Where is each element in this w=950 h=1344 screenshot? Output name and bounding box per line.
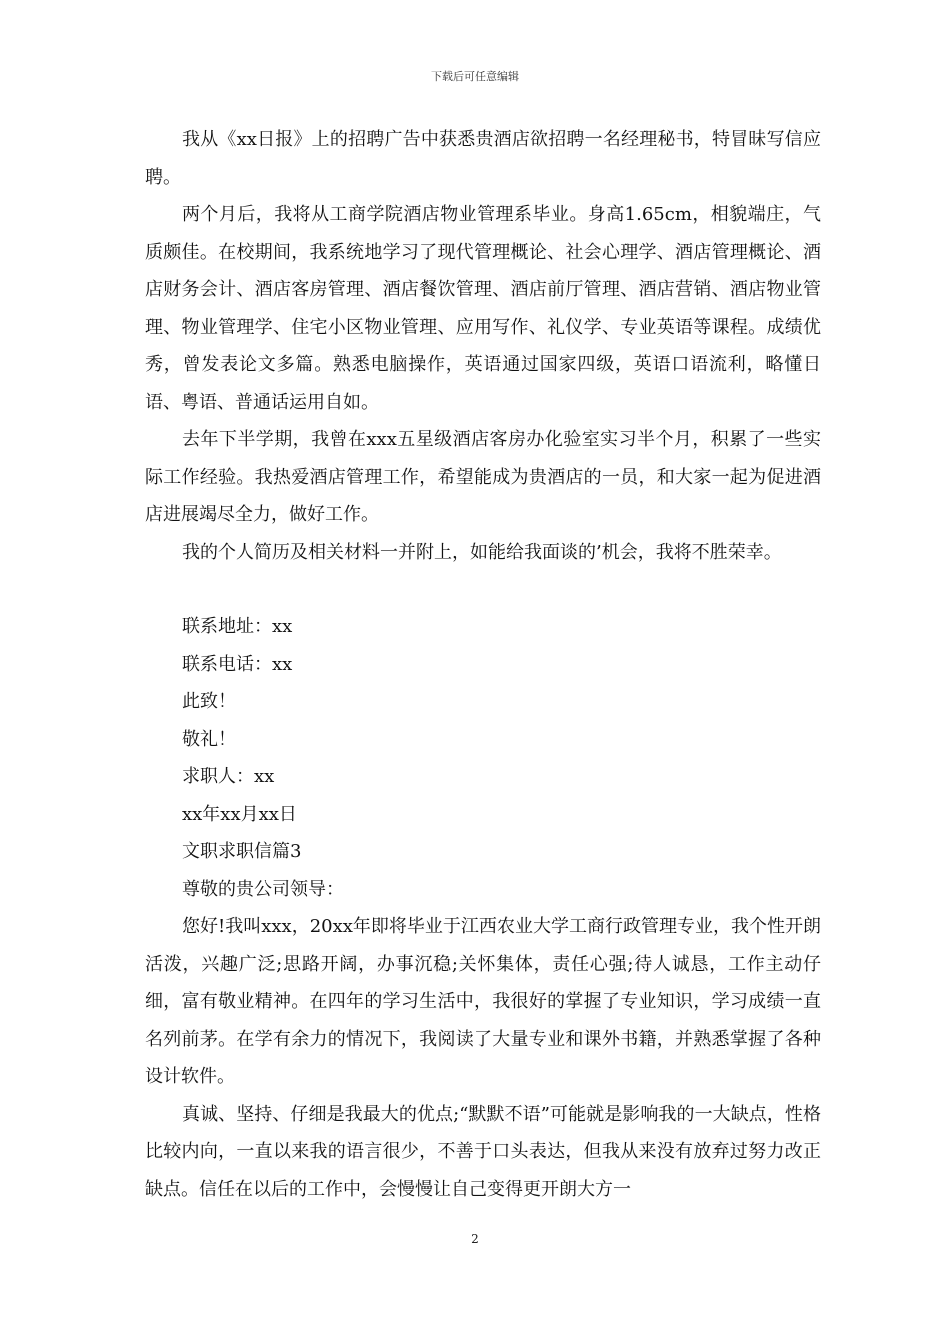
greeting: 尊敬的贵公司领导： <box>182 878 344 900</box>
paragraph: 我从《xx日报》上的招聘广告中获悉贵酒店欲招聘一名经理秘书，特冒昧写信应聘。 <box>145 129 821 188</box>
closing-regards: 敬礼！ <box>182 728 236 750</box>
contact-phone: 联系电话：xx <box>182 653 293 675</box>
paragraph: 去年下半学期，我曾在xxx五星级酒店客房办化验室实习半个月，积累了一些实际工作经验。我热爱酒店管理工作，希望能成为贵酒店的一员，和大家一起为促进酒店进展竭尽全力，做好工作。 <box>145 429 821 525</box>
page-number: 2 <box>471 1232 479 1246</box>
paragraph: 我的个人简历及相关材料一并附上，如能给我面谈的’机会，我将不胜荣幸。 <box>182 541 782 563</box>
applicant-name: 求职人：xx <box>182 766 275 787</box>
closing-salutation: 此致！ <box>182 691 236 712</box>
page-header-note: 下载后可任意编辑 <box>431 70 519 83</box>
paragraph: 真诚、坚持、仔细是我最大的优点;“默默不语”可能就是影响我的一大缺点，性格比较内向，一直以来我的语言很少，不善于口头表达，但我从来没有放弃过努力改正缺点。信任在以后的工作中，会慢慢让自己变得更开朗大方一 <box>145 1103 821 1200</box>
section-title: 文职求职信篇3 <box>182 841 302 862</box>
paragraph: 两个月后，我将从工商学院酒店物业管理系毕业。身高1.65cm，相貌端庄，气质颇佳。在校期间，我系统地学习了现代管理概论、社会心理学、酒店管理概论、酒店财务会计、酒店客房管理、酒店餐饮管理、酒店前厅管理、酒店营销、酒店物业管理、物业管理学、住宅小区物业管理、应用写作、礼仪学、专业英语等课程。成绩优秀，曾发表论文多篇。熟悉电脑操作，英语通过国家四级，英语口语流利，略懂日语、粤语、普通话运用自如。 <box>145 204 821 413</box>
paragraph: 您好!我叫xxx，20xx年即将毕业于江西农业大学工商行政管理专业，我个性开朗活泼，兴趣广泛;思路开阔，办事沉稳;关怀集体，责任心强;待人诚恳，工作主动仔细，富有敬业精神。在四年的学习生活中，我很好的掌握了专业知识，学习成绩一直名列前茅。在学有余力的情况下，我阅读了大量专业和课外书籍，并熟悉掌握了各种设计软件。 <box>145 916 821 1087</box>
letter-date: xx年xx月xx日 <box>182 803 297 825</box>
contact-address: 联系地址：xx <box>182 616 293 637</box>
blank-line <box>145 571 821 608</box>
document-body <box>145 121 821 1208</box>
